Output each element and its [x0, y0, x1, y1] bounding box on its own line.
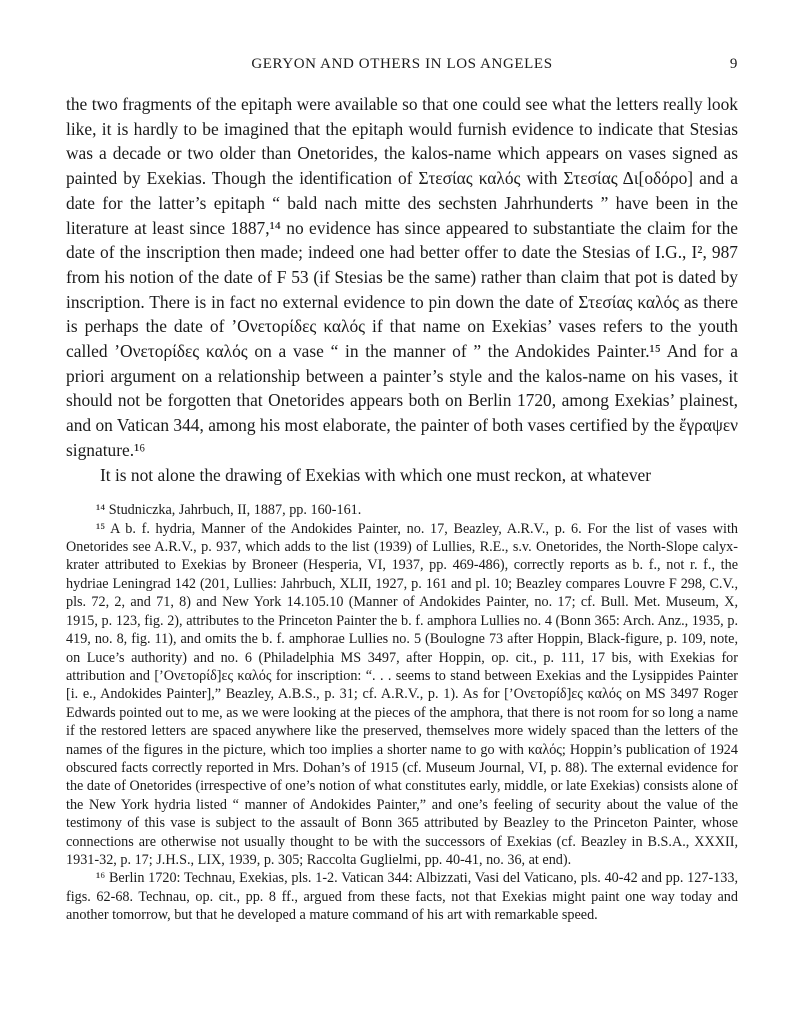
footnote-16: ¹⁶ Berlin 1720: Technau, Exekias, pls. 1-2. Vatican 344: Albizzati, Vasi del Vaticano, pls. 40-42 and pp. 127-133, figs. 62-68. Technau, op. cit., pp. 8 ff., argued from these facts, not that Exekias might paint one way today and another tomorrow, but that he developed a mature command of his art with remarkable speed.: [66, 870, 738, 924]
main-text: [66, 92, 738, 487]
body-paragraph-2: It is not alone the drawing of Exekias with which one must reckon, at whatever: [100, 464, 652, 485]
running-header: [66, 52, 738, 80]
footnotes: [66, 501, 738, 924]
running-title: GERYON AND OTHERS IN LOS ANGELES: [251, 56, 553, 72]
footnote-14: ¹⁴ Studniczka, Jahrbuch, II, 1887, pp. 160-161.: [96, 502, 362, 519]
page-number: 9: [729, 56, 738, 72]
body-paragraph-1: the two fragments of the epitaph were available so that one could see what the letters really look like, it is hardly to be imagined that the epitaph would furnish evidence to indicate that Stesias was a decade or two older than Onetorides, the kalos-name which appears on vases signed as painted by Exekias. Though the identification of Στεσίας καλός with Στεσίας Δι[οδόρο] and a date for the latter’s epitaph “ bald nach mitte des sechsten Jahrhunderts ” have been in the literature at least since 1887,¹⁴ no evidence has since appeared to substantiate the claim for the date of the inscription then made; indeed one had better offer to date the Stesias of I.G., I², 987 from his notion of the date of F 53 (if Stesias be the same) rather than claim that pot is dated by inscription. There is in fact no external evidence to pin down the date of Στεσίας καλός as there is perhaps the date of ’Ονετορίδες καλός if that name on Exekias’ vases refers to the youth called ’Ονετορίδες καλός on a vase “ in the manner of ” the Andokides Painter.¹⁵ And for a priori argument on a relationship between a painter’s style and the kalos-name on his vases, it should not be forgotten that Onetorides appears both on Berlin 1720, among Exekias’ plainest, and on Vatican 344, among his most elaborate, the painter of both vases certified by the ἔγραψεν signature.¹⁶: [66, 94, 738, 460]
document-page: [66, 52, 738, 925]
footnote-15: ¹⁵ A b. f. hydria, Manner of the Andokides Painter, no. 17, Beazley, A.R.V., p. 6. For the list of vases with Onetorides see A.R.V., p. 937, which adds to the list (1939) of Lullies, R.E., s.v. Onetorides, the North-Slope calyx-krater attributed to Exekias by Broneer (Hesperia, VI, 1937, pp. 469-486), correctly reports as b. f., not r. f., the hydriae Leningrad 142 (201, Lullies: Jahrbuch, XLII, 1927, p. 161 and pl. 10; Beazley compares Louvre F 298, C.V., pls. 72, 2, and 71, 8) and New York 14.105.10 (Manner of Andokides Painter, no. 17; cf. Bull. Met. Museum, X, 1915, p. 123, fig. 2), attributes to the Princeton Painter the b. f. amphora Lullies no. 4 (Bonn 365: Arch. Anz., 1935, p. 419, no. 8, fig. 11), and omits the b. f. amphorae Lullies no. 5 (Boulogne 73 after Hoppin, Black-figure, p. 109, note, on Luce’s authority) and no. 6 (Philadelphia MS 3497, after Hoppin, op. cit., p. 111, 17 bis, with Exekias for attribution and [’Ονετορίδ]ες καλός for inscription: “. . . seems to stand between Exekias and the Lysippides Painter [i. e., Andokides Painter],” Beazley, A.B.S., p. 31; cf. A.R.V., p. 1). As for [’Ονετορίδ]ες καλός on MS 3497 Roger Edwards pointed out to me, as we were looking at the pieces of the amphora, that there is not room for so long a name if the restored letters are spaced anywhere like the preserved, themselves more widely spaced than the letters of the names of the figures in the picture, which too implies a shorter name to go with καλός; Hoppin’s publication of 1924 obscured facts correctly reported in Mrs. Dohan’s of 1915 (cf. Museum Journal, VI, p. 88). The external evidence for the date of Onetorides (irrespective of one’s notion of what constitutes early, middle, or late Exekias) consists alone of the New York hydria listed “ manner of Andokides Painter,” and one’s feeling of security about the value of the testimony of this vase is subject to the assault of Bonn 365 attributed by Beazley to the Princeton Painter, whose connections are otherwise not usually thought to be with the successors of Exekias (cf. Beazley in B.S.A., XXXII, 1931-32, p. 17; J.H.S., LIX, 1939, p. 305; Raccolta Guglielmi, pp. 40-41, no. 36, at end).: [66, 520, 738, 868]
